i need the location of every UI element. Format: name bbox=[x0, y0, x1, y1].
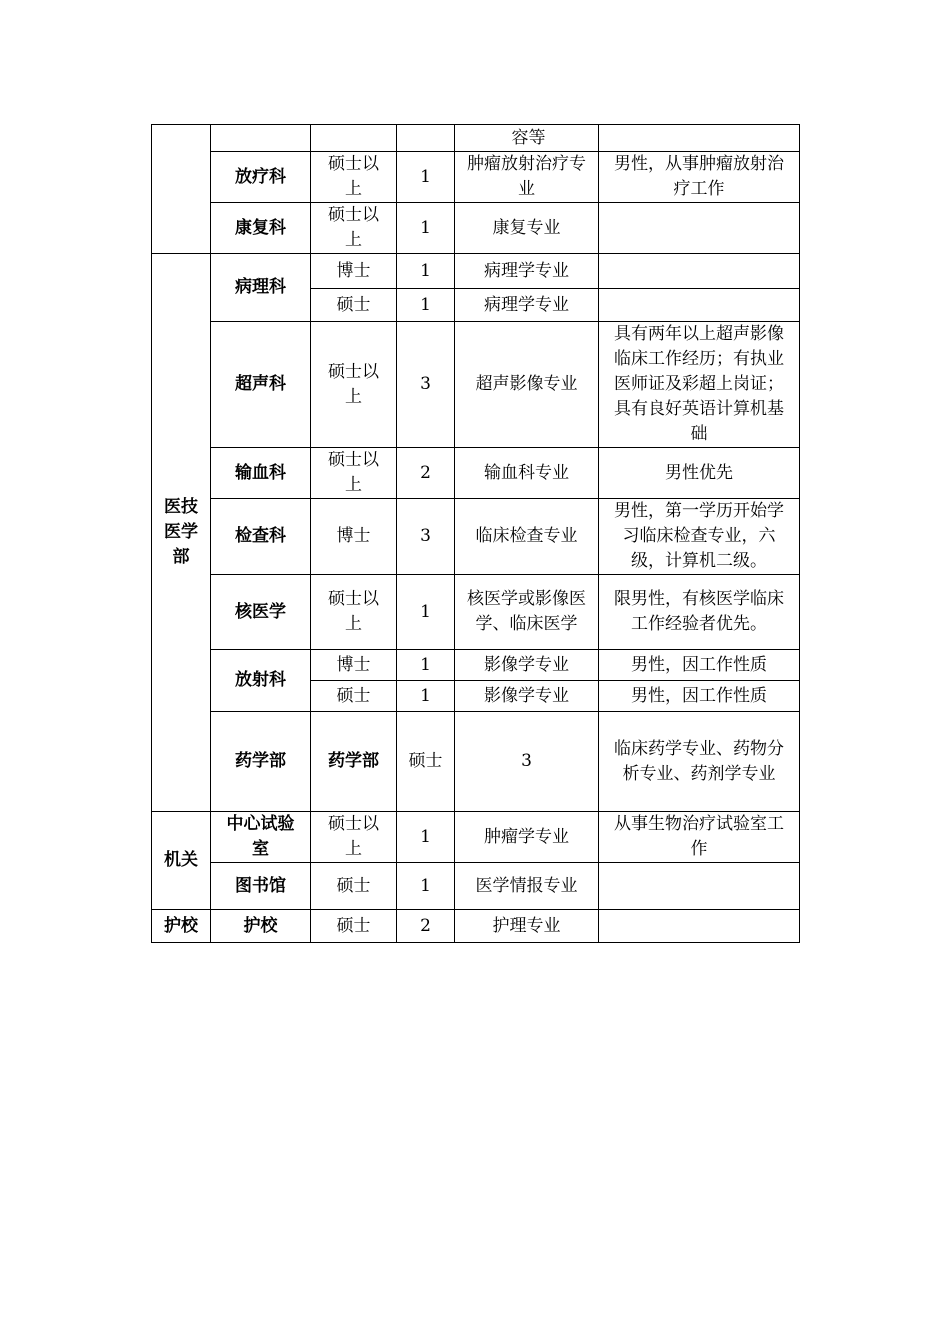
division-cell: 药学部 bbox=[211, 712, 311, 812]
degree-cell: 硕士以上 bbox=[311, 203, 397, 254]
major-cell: 容等 bbox=[455, 125, 599, 152]
dept-cell: 超声科 bbox=[211, 322, 311, 448]
table-row bbox=[152, 650, 800, 681]
degree-cell: 硕士以上 bbox=[311, 575, 397, 650]
table-row bbox=[152, 203, 800, 254]
major-cell: 核医学或影像医学、临床医学 bbox=[455, 575, 599, 650]
degree-cell: 硕士 bbox=[311, 910, 397, 943]
count-cell: 1 bbox=[397, 575, 455, 650]
degree-cell: 硕士 bbox=[311, 863, 397, 910]
table-row bbox=[152, 812, 800, 863]
dept-cell: 康复科 bbox=[211, 203, 311, 254]
note-cell bbox=[599, 863, 800, 910]
dept-cell: 输血科 bbox=[211, 448, 311, 499]
dept-cell: 放射科 bbox=[211, 650, 311, 712]
division-cell: 机关 bbox=[152, 812, 211, 910]
count-cell: 3 bbox=[397, 499, 455, 575]
note-cell bbox=[599, 910, 800, 943]
division-cell: 护校 bbox=[152, 910, 211, 943]
major-cell: 病理学专业 bbox=[455, 254, 599, 289]
degree-cell: 博士 bbox=[311, 650, 397, 681]
division-cell: 医技医学部 bbox=[152, 254, 211, 812]
dept-cell: 药学部 bbox=[311, 712, 397, 812]
note-cell: 男性，因工作性质 bbox=[599, 681, 800, 712]
major-cell: 护理专业 bbox=[455, 910, 599, 943]
note-cell bbox=[599, 254, 800, 289]
major-cell: 临床药学专业、药物分析专业、药剂学专业 bbox=[599, 712, 800, 812]
degree-cell: 博士 bbox=[311, 499, 397, 575]
dept-cell: 图书馆 bbox=[211, 863, 311, 910]
dept-cell: 检查科 bbox=[211, 499, 311, 575]
table-row bbox=[152, 448, 800, 499]
degree-cell: 硕士以上 bbox=[311, 152, 397, 203]
table-row bbox=[152, 712, 800, 812]
degree-cell: 硕士 bbox=[397, 712, 455, 812]
note-cell bbox=[599, 203, 800, 254]
count-cell: 1 bbox=[397, 863, 455, 910]
note-cell: 男性，从事肿瘤放射治疗工作 bbox=[599, 152, 800, 203]
major-cell: 输血科专业 bbox=[455, 448, 599, 499]
major-cell: 病理学专业 bbox=[455, 289, 599, 322]
degree-cell: 硕士以上 bbox=[311, 322, 397, 448]
dept-cell: 护校 bbox=[211, 910, 311, 943]
major-cell: 影像学专业 bbox=[455, 650, 599, 681]
note-cell: 男性优先 bbox=[599, 448, 800, 499]
count-cell: 1 bbox=[397, 254, 455, 289]
note-cell: 男性，因工作性质 bbox=[599, 650, 800, 681]
note-cell bbox=[599, 289, 800, 322]
count-cell: 1 bbox=[397, 203, 455, 254]
degree-cell bbox=[311, 125, 397, 152]
table-row bbox=[152, 152, 800, 203]
major-cell: 影像学专业 bbox=[455, 681, 599, 712]
table-row bbox=[152, 863, 800, 910]
table-row bbox=[152, 499, 800, 575]
dept-cell bbox=[211, 125, 311, 152]
count-cell: 2 bbox=[397, 910, 455, 943]
major-cell: 超声影像专业 bbox=[455, 322, 599, 448]
table-row bbox=[152, 910, 800, 943]
degree-cell: 硕士 bbox=[311, 289, 397, 322]
count-cell: 1 bbox=[397, 812, 455, 863]
count-cell: 1 bbox=[397, 681, 455, 712]
degree-cell: 硕士 bbox=[311, 681, 397, 712]
major-cell: 康复专业 bbox=[455, 203, 599, 254]
note-cell: 男性，第一学历开始学习临床检查专业，六级，计算机二级。 bbox=[599, 499, 800, 575]
major-cell: 医学情报专业 bbox=[455, 863, 599, 910]
count-cell: 1 bbox=[397, 650, 455, 681]
major-cell: 肿瘤放射治疗专业 bbox=[455, 152, 599, 203]
count-cell: 3 bbox=[455, 712, 599, 812]
note-cell: 具有两年以上超声影像临床工作经历；有执业医师证及彩超上岗证；具有良好英语计算机基础 bbox=[599, 322, 800, 448]
count-cell bbox=[397, 125, 455, 152]
count-cell: 3 bbox=[397, 322, 455, 448]
note-cell: 从事生物治疗试验室工作 bbox=[599, 812, 800, 863]
count-cell: 1 bbox=[397, 289, 455, 322]
note-cell bbox=[599, 125, 800, 152]
division-cell bbox=[152, 125, 211, 254]
dept-cell: 中心试验室 bbox=[211, 812, 311, 863]
note-cell: 限男性，有核医学临床工作经验者优先。 bbox=[599, 575, 800, 650]
dept-cell: 病理科 bbox=[211, 254, 311, 322]
table-row bbox=[152, 254, 800, 289]
table-row bbox=[152, 125, 800, 152]
degree-cell: 博士 bbox=[311, 254, 397, 289]
degree-cell: 硕士以上 bbox=[311, 448, 397, 499]
major-cell: 肿瘤学专业 bbox=[455, 812, 599, 863]
count-cell: 1 bbox=[397, 152, 455, 203]
major-cell: 临床检查专业 bbox=[455, 499, 599, 575]
count-cell: 2 bbox=[397, 448, 455, 499]
dept-cell: 核医学 bbox=[211, 575, 311, 650]
dept-cell: 放疗科 bbox=[211, 152, 311, 203]
degree-cell: 硕士以上 bbox=[311, 812, 397, 863]
table-row bbox=[152, 575, 800, 650]
recruitment-table bbox=[151, 124, 800, 943]
table-row bbox=[152, 322, 800, 448]
